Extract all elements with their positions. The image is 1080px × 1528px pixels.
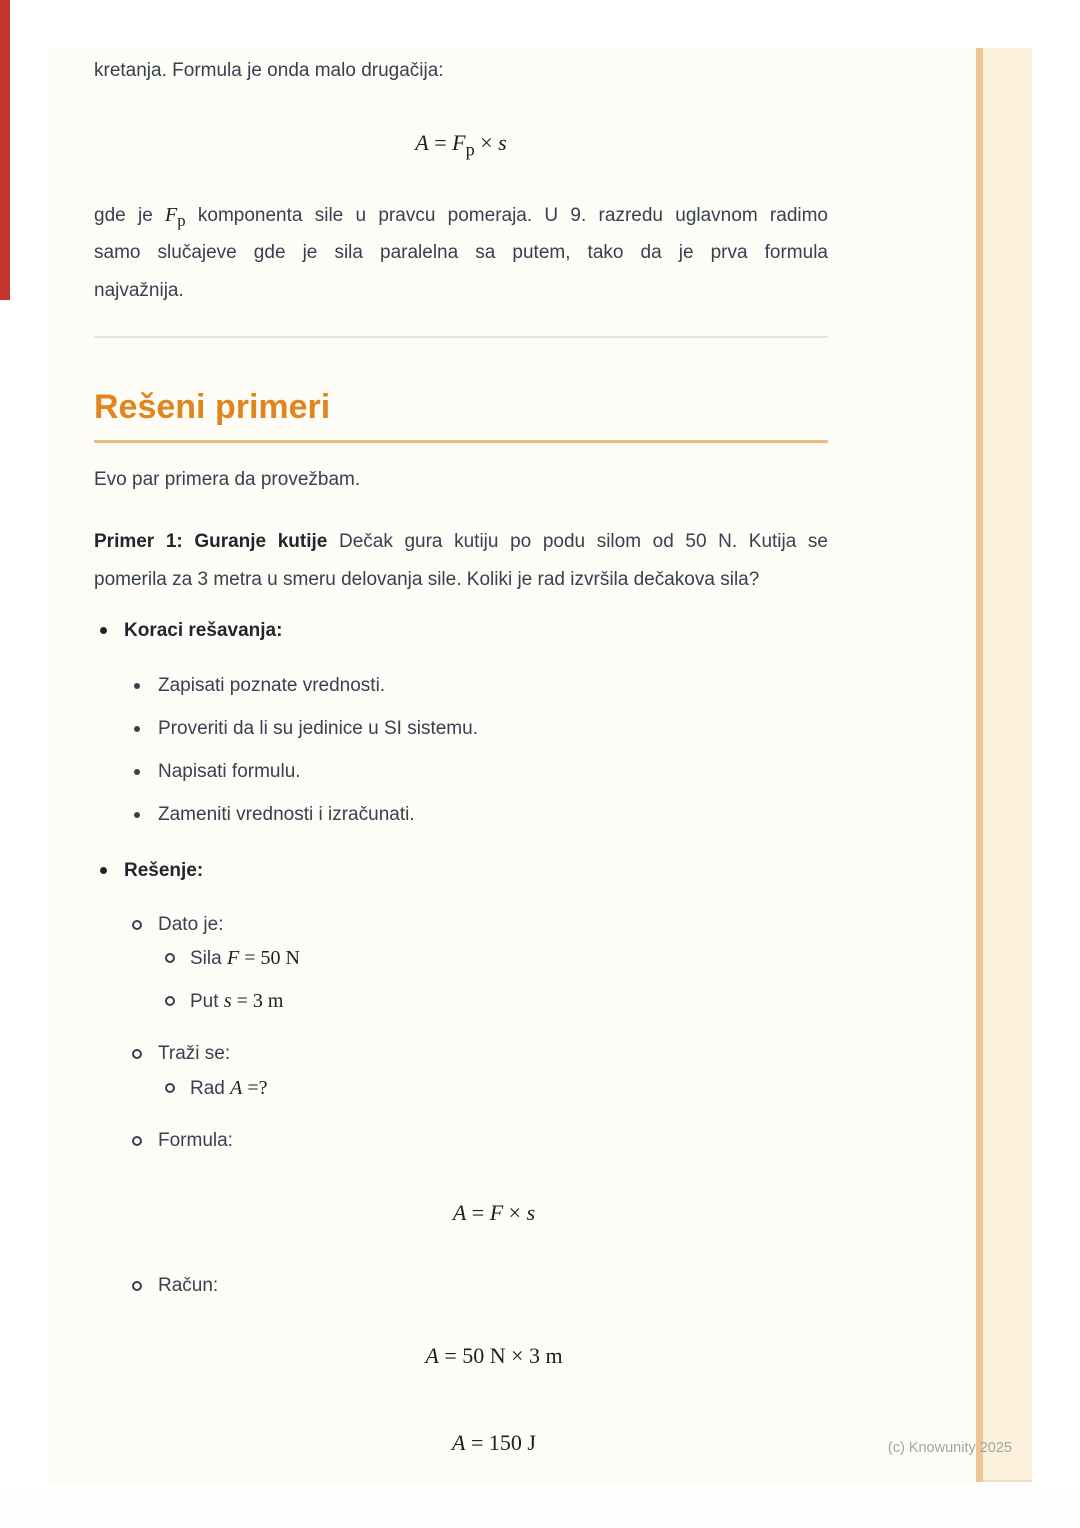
list-item-rad (94, 1074, 828, 1103)
bullet-icon (100, 867, 107, 874)
list-item-racun (94, 1272, 828, 1300)
var-F: F (452, 130, 466, 155)
math-value: =? (242, 1077, 268, 1099)
bullet-icon (134, 726, 140, 732)
math-value: = 3 m (231, 990, 284, 1012)
list-item-label: Dato je: (158, 914, 224, 935)
formula-general (94, 127, 828, 165)
var-A: A (425, 1343, 439, 1368)
list-item-step (94, 801, 828, 829)
formula-calc1 (160, 1340, 828, 1372)
list-item-label: Zameniti vrednosti i izračunati. (158, 804, 415, 825)
list-item-label: Zapisati poznate vrednosti. (158, 675, 386, 696)
text-run: Rad (190, 1078, 231, 1099)
list-item-resenje (94, 857, 828, 885)
var-A: A (452, 1200, 467, 1225)
list-item-label: Rešenje: (124, 860, 204, 881)
list-item-step (94, 672, 828, 700)
list-item-label: Proveriti da li su jedinice u SI sistemu. (158, 718, 478, 739)
text-run: gde je (94, 205, 166, 226)
times-sign: × (503, 1200, 527, 1225)
circle-bullet-icon (132, 920, 142, 930)
list-item-dato (94, 911, 828, 939)
var-A: A (415, 130, 429, 155)
heading-underline (94, 440, 828, 443)
text-run: Sila (190, 948, 227, 969)
math-value: = 50 N (239, 947, 300, 969)
list-item-koraci (94, 617, 828, 645)
math-value: = 50 N × 3 m (438, 1343, 563, 1368)
bottom-strip (0, 1492, 1080, 1528)
bullet-icon (134, 683, 140, 689)
primer-title: Primer 1: Guranje kutije (94, 531, 328, 552)
content-column (94, 48, 828, 1482)
circle-bullet-icon (165, 1083, 175, 1093)
list-item-label: Koraci rešavanja: (124, 620, 283, 641)
intro-paragraph-line2: samo slučajeve gde je sila paralelna sa putem, tako da je prva formula (94, 242, 828, 263)
var-A: A (452, 1430, 466, 1455)
equals-sign: = (428, 130, 453, 155)
left-red-marker (0, 0, 10, 300)
equals-sign: = (466, 1200, 490, 1225)
bullet-icon (134, 769, 140, 775)
circle-bullet-icon (165, 953, 175, 963)
primer-line1 (94, 523, 828, 561)
section-heading: Rešeni primeri (94, 388, 331, 426)
list-item-put (94, 987, 828, 1016)
text-run: komponenta sile u pravcu pomeraja. U 9. razredu uglavnom radimo (185, 205, 828, 226)
section-intro: Evo par primera da provežbam. (94, 469, 361, 490)
bullet-icon (100, 627, 107, 634)
math-value: = 150 J (465, 1430, 536, 1455)
list-item-label: Račun: (158, 1275, 219, 1296)
list-item-sila (94, 944, 828, 973)
var-s: s (526, 1200, 536, 1225)
circle-bullet-icon (132, 1136, 142, 1146)
right-accent-line (976, 48, 983, 1482)
subscript-p: p (177, 211, 186, 230)
list-item-formula (94, 1127, 828, 1155)
formula-calc2 (160, 1427, 828, 1459)
circle-bullet-icon (165, 996, 175, 1006)
var-A: A (230, 1077, 243, 1099)
subscript-p: p (465, 139, 475, 160)
text-run: Dečak gura kutiju po podu silom od 50 N. Kutija se (327, 531, 828, 552)
bullet-icon (134, 812, 140, 818)
list-item-step (94, 715, 828, 743)
list-item-trazi (94, 1040, 828, 1068)
var-F: F (165, 204, 178, 226)
list-item-label: Napisati formulu. (158, 761, 301, 782)
var-s: s (498, 130, 507, 155)
list-item-label: Formula: (158, 1130, 233, 1151)
var-F: F (489, 1200, 504, 1225)
formula-simple (160, 1197, 828, 1229)
primer-line2: pomerila za 3 metra u smeru delovanja sile. Koliki je rad izvršila dečakova sila? (94, 569, 760, 590)
intro-paragraph-line3: najvažnija. (94, 280, 184, 301)
list-item-label: Traži se: (158, 1043, 231, 1064)
intro-line: kretanja. Formula je onda malo drugačija: (94, 60, 444, 81)
copyright: (c) Knowunity 2025 (887, 1440, 1012, 1456)
list-item-step (94, 758, 828, 786)
document-page (48, 48, 1032, 1482)
circle-bullet-icon (132, 1281, 142, 1291)
var-s: s (223, 990, 232, 1012)
text-run: Put (190, 991, 224, 1012)
circle-bullet-icon (132, 1049, 142, 1059)
section-divider (94, 336, 828, 338)
var-F: F (226, 947, 240, 969)
times-sign: × (474, 130, 499, 155)
right-margin-panel (983, 48, 1032, 1482)
